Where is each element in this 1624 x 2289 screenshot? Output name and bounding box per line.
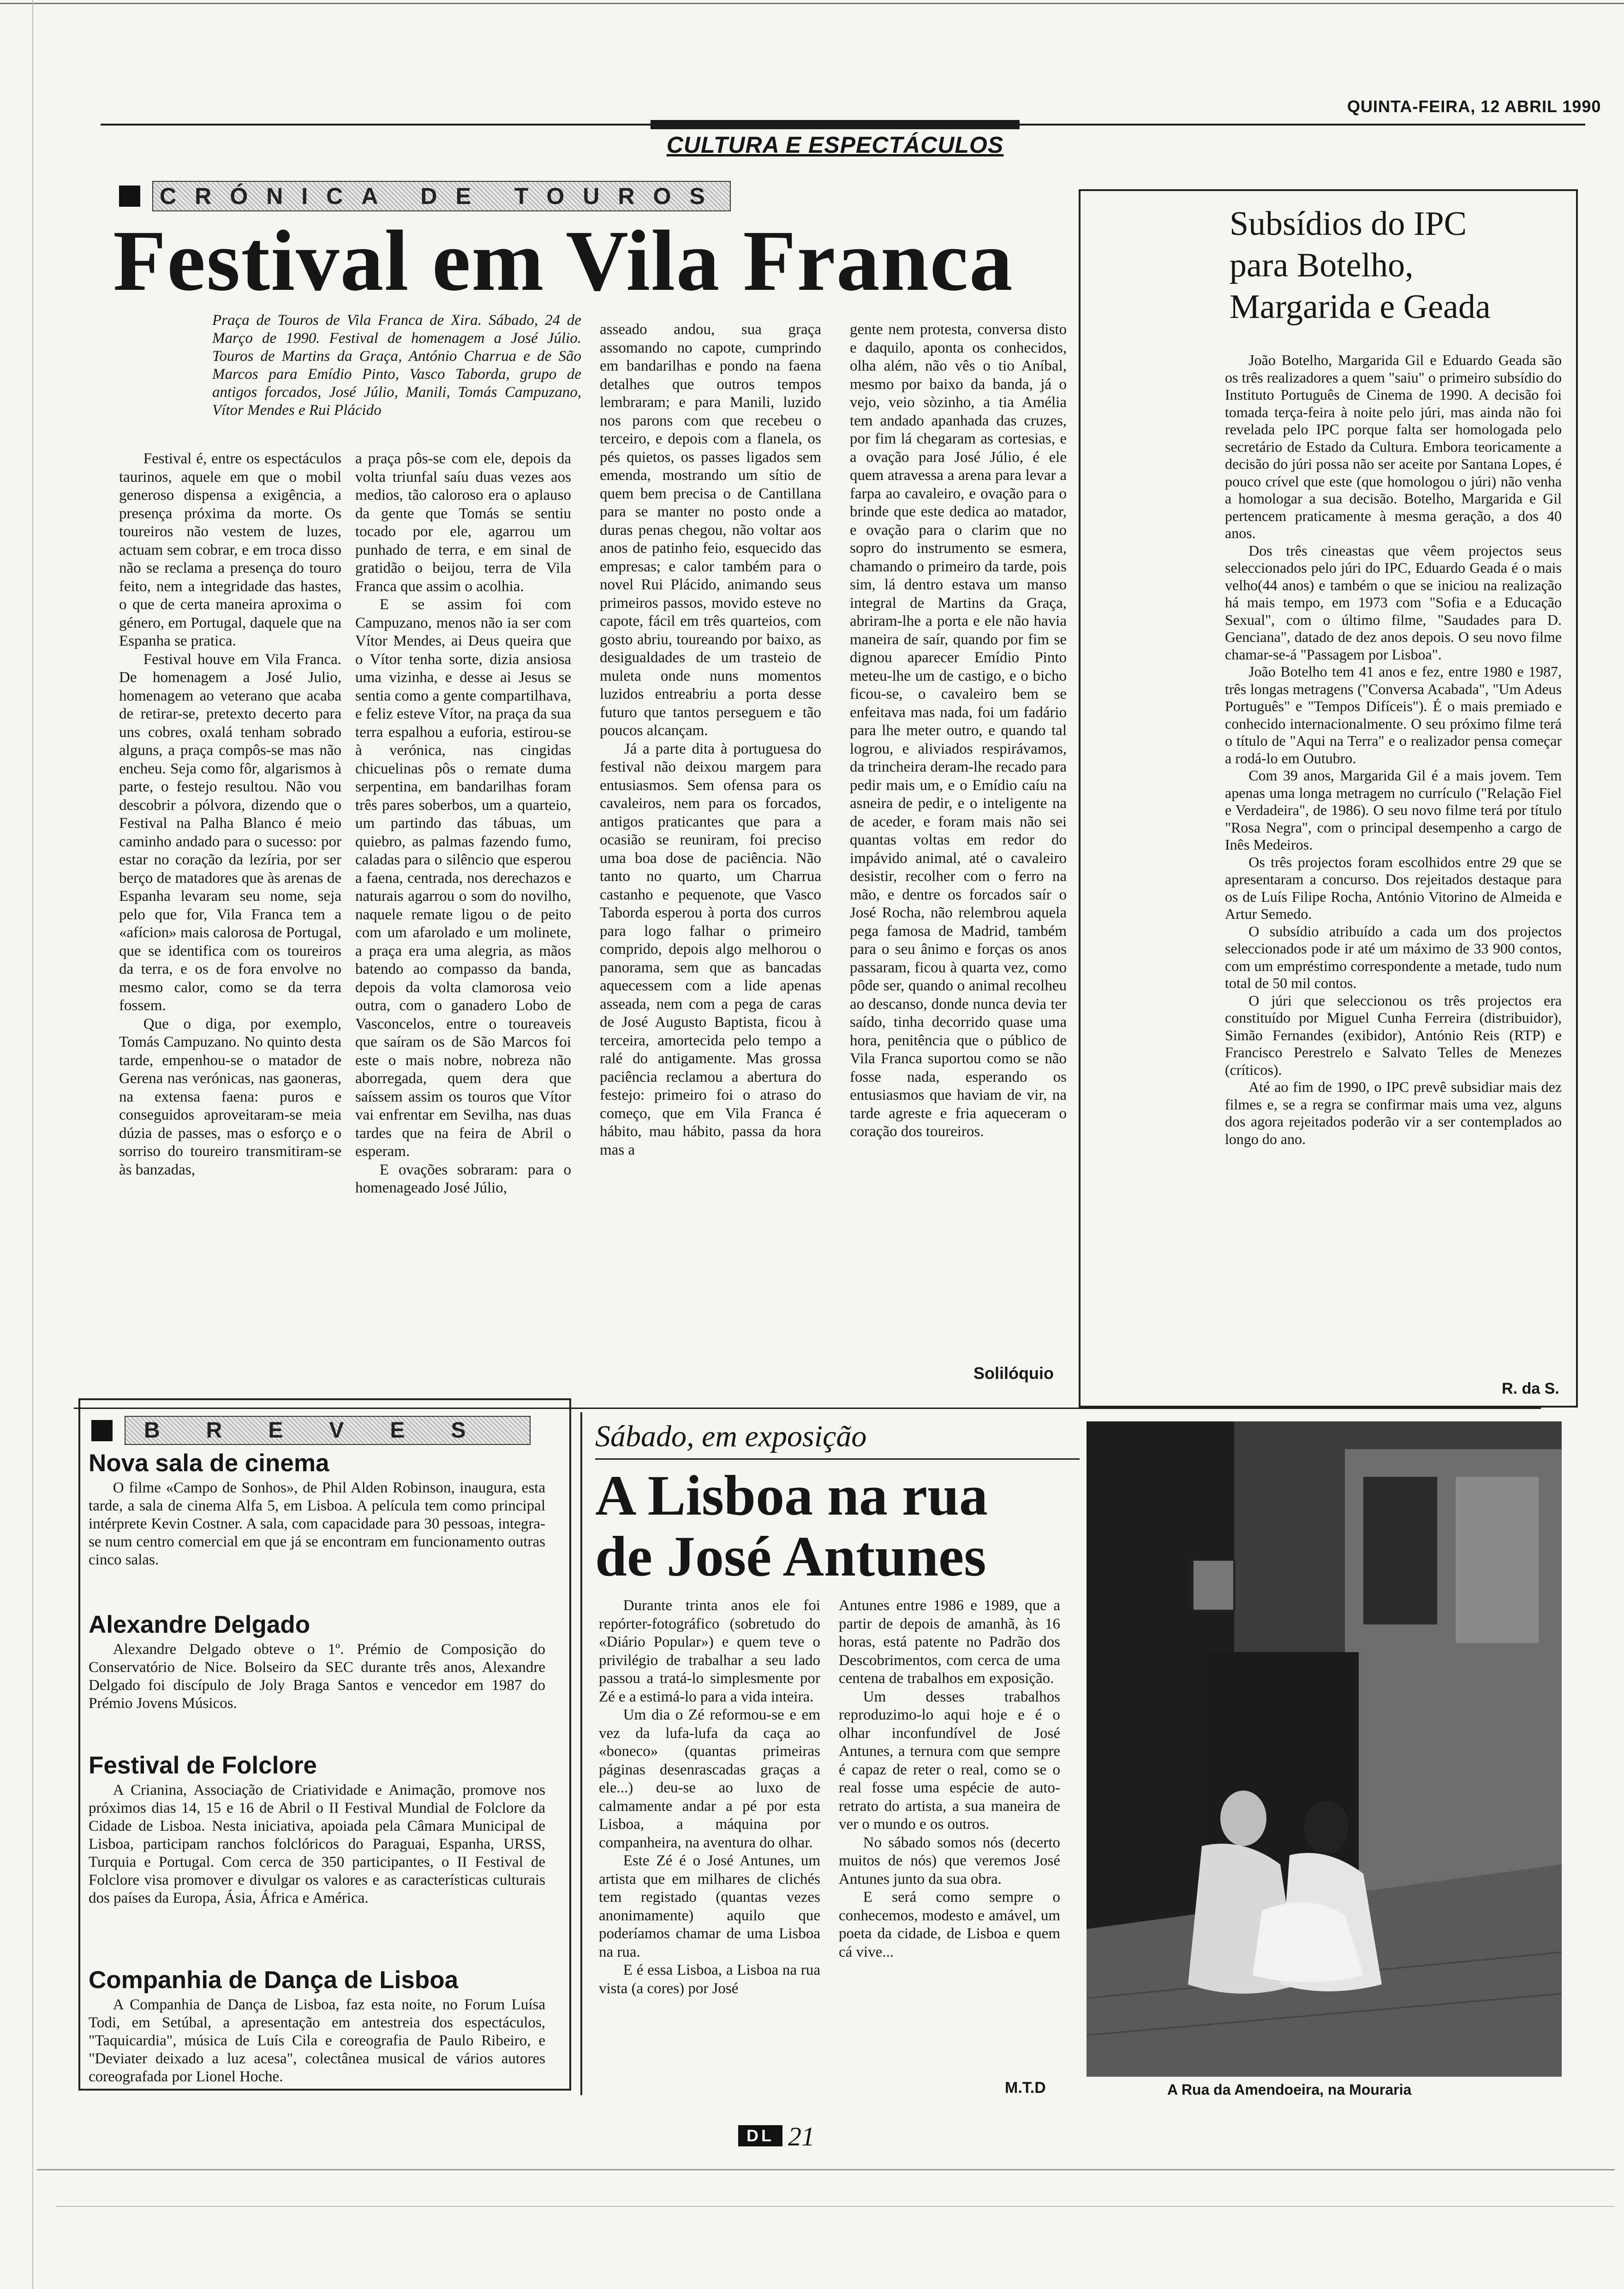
lisboa-title-line: de José Antunes bbox=[595, 1525, 986, 1588]
paragraph: Com 39 anos, Margarida Gil é a mais jovem. Tem apenas uma longa metragem no currículo ("Relação Fiel e Verdadeira", de 1986). O seu novo filme terá por título "Rosa Negra", com o principal desempenho a cargo de Inês Medeiros. bbox=[1225, 767, 1562, 853]
lisboa-column-2 bbox=[839, 1597, 1060, 2067]
footer-rule bbox=[37, 2169, 1615, 2170]
kicker-square bbox=[119, 186, 140, 207]
subsidios-title bbox=[1230, 203, 1491, 328]
paragraph: O júri que seleccionou os três projectos era constituído por Miguel Cunha Ferreira (distribuidor), Simão Fernandes (exibidor), António Reis (RTP) e Francisco Perestrelo e Salvato Telles de Menezes (críticos). bbox=[1225, 992, 1562, 1078]
issue-date: QUINTA-FEIRA, 12 ABRIL 1990 bbox=[1347, 97, 1601, 116]
paragraph: Durante trinta anos ele foi repórter-fotográfico (sobretudo do «Diário Popular») e quem teve o privilégio de trabalhar a seu lado passou a tratá-lo simplesmente por Zé e a estimá-lo para a vida inteira. bbox=[599, 1597, 820, 1705]
footer-logo-text: DL bbox=[746, 2126, 774, 2145]
paragraph: Festival houve em Vila Franca. De homenagem a José Julio, homenagem ao veterano que acaba de retirar-se, pretexto decerto para uns cobres, oxalá tenham sobrado alguns, a praça compôs-se mas não encheu. Seja como fôr, algarismos à parte, o festejo resultou. Não vou descobrir a pólvora, dizendo que o Festival na Palha Blanco é meio caminho andado para o sucesso: por estar no coração da lezíria, por ser berço de matadores que às arenas de Espanha levaram seu nome, seja pelo que for, Vila Franca tem a «afícion» mais calorosa de Portugal, que se identifica com os toureiros da terra, e os de fora envolve no mesmo calor, como se da terra fossem. bbox=[119, 651, 341, 1014]
main-signature: Solilóquio bbox=[973, 1364, 1054, 1383]
paragraph: E será como sempre o conhecemos, modesto e amável, um poeta da cidade, de Lisboa e quem cá vive... bbox=[839, 1889, 1060, 1960]
footer-logo bbox=[738, 2125, 782, 2146]
main-column-3 bbox=[600, 321, 821, 1382]
paragraph: Este Zé é o José Antunes, um artista que em milhares de clichés tem registado (quantas vezes anonimamente) aquilo que poderíamos chamar de uma Lisboa na rua. bbox=[599, 1852, 820, 1960]
main-column-2 bbox=[355, 450, 571, 1378]
photo-illustration bbox=[1087, 1421, 1562, 2077]
paragraph: João Botelho, Margarida Gil e Eduardo Geada são os três realizadores a quem "saiu" o primeiro subsídio do Instituto Português de Cinema de 1990. A decisão foi tomada terça-feira à noite pelo júri, mas ainda não foi revelada pelo IPC porque falta ser homologada pelo secretário de Estado da Cultura. Embora teoricamente a decisão do júri possa não ser aceite por Santana Lopes, é pouco crível que este (que homologou o júri) não venha a homologar a sua decisão. Botelho, Margarida e Gil pertencem praticamente à mesma geração, a dos 40 anos. bbox=[1225, 352, 1562, 541]
lisboa-kicker: Sábado, em exposição bbox=[595, 1420, 867, 1453]
breve-text: A Companhia de Dança de Lisboa, faz esta noite, no Forum Luísa Todi, em Setúbal, a apresentação em antestreia dos espectáculos, "Taquicardia", música de Luís Cila e coreografia de Paulo Ribeiro, e "Deviater deixado a luz acesa", colectânea musical de vários autores coreografada por Lionel Hoche. bbox=[89, 1996, 545, 2085]
photo-caption: A Rua da Amendoeira, na Mouraria bbox=[1167, 2081, 1412, 2098]
lisboa-kicker-rule bbox=[595, 1458, 1080, 1460]
page-number: 21 bbox=[788, 2121, 815, 2151]
main-title: Festival em Vila Franca bbox=[113, 212, 1014, 309]
left-margin-line bbox=[32, 0, 33, 2289]
section-title: CULTURA E ESPECTÁCULOS bbox=[666, 132, 1004, 158]
paragraph: Até ao fim de 1990, o IPC prevê subsidiar mais dez filmes e, se a regra se confirmar mais uma vez, alguns dos agora rejeitados poderão vir a ser contemplados ao longo do ano. bbox=[1225, 1079, 1562, 1147]
breve-text: Alexandre Delgado obteve o 1º. Prémio de Composição do Conservatório de Nice. Bolseiro da SEC durante três anos, Alexandre Delgado foi discípulo de Joly Braga Santos e vencedor em 1987 do Prémio Jovens Músicos. bbox=[89, 1641, 545, 1712]
section-bar bbox=[651, 120, 1020, 129]
subsidios-title-line: Subsídios do IPC bbox=[1230, 205, 1467, 243]
subsidios-signature: R. da S. bbox=[1502, 1380, 1559, 1397]
subsidios-body bbox=[1225, 352, 1562, 1360]
main-column-4 bbox=[850, 321, 1067, 1361]
paragraph: Os três projectos foram escolhidos entre 29 que se apresentaram a concurso. Dos rejeitados destaque para os de Luís Filipe Rocha, António Vitorino de Almeida e Artur Semedo. bbox=[1225, 853, 1562, 922]
lisboa-signature: M.T.D bbox=[1005, 2079, 1046, 2097]
paragraph: a praça pôs-se com ele, depois da volta triunfal saíu duas vezes aos medios, tão caloroso era o aplauso da gente que Tomás se sentiu tocado por ele, agarrou um punhado de terra, e em sinal de gratidão o beijou, terra de Vila Franca que assim o acolhia. bbox=[355, 450, 571, 595]
paragraph: Um desses trabalhos reproduzimo-lo aqui hoje e é o olhar inconfundível de José Antunes, a ternura com que sempre é capaz de reter o real, como se o real fosse uma espécie de auto-retrato do artista, a sua maneira de ver o mundo e os outros. bbox=[839, 1688, 1060, 1833]
paragraph: Antunes entre 1986 e 1989, que a partir de depois de amanhã, às 16 horas, está patente no Padrão dos Descobrimentos, com cerca de uma centena de trabalhos em exposição. bbox=[839, 1597, 1060, 1687]
lisboa-frame bbox=[580, 1412, 582, 2095]
lisboa-title-line: A Lisboa na rua bbox=[595, 1464, 988, 1527]
subsidios-title-line: Margarida e Geada bbox=[1230, 288, 1491, 326]
paragraph: Um dia o Zé reformou-se e em vez da lufa-lufa da caça ao «boneco» (quantas primeiras páginas desenrascadas graças a ele...) deu-se ao luxo de calmamente andar a pé por esta Lisboa, a máquina por companheira, na aventura do olhar. bbox=[599, 1707, 820, 1851]
subsidios-title-line: para Botelho, bbox=[1230, 246, 1414, 284]
paragraph: João Botelho tem 41 anos e fez, entre 1980 e 1987, três longas metragens ("Conversa Acabada", "Um Adeus Português" e "Tempos Difíceis"). É o mais premiado e conhecido internacionalmente. O seu próximo filme terá o título de "Aqui na Terra" e o realizador pensa começar a rodá-lo em Outubro. bbox=[1225, 663, 1562, 767]
breve-title: Festival de Folclore bbox=[89, 1752, 317, 1779]
paragraph: Já a parte dita à portuguesa do festival não deixou margem para entusiasmos. Sem ofensa para os cavaleiros, nem para os forcados, antigos praticantes que para a ocasião se reuniram, foi preciso uma boa dose de paciência. Não tanto no quarto, um Charrua castanho e pequenote, que Vasco Taborda esperou à porta dos curros para logo falhar o primeiro comprido, depois algo melhorou o panorama, sem que as bancadas aquecessem com a lide apenas asseada, nem com a pega de caras de José Augusto Baptista, ficou à terceira, amortecida pelo tempo a ralé do antigamente. Mas grossa paciência reclamou a abertura do festejo: primeiro foi o atraso do começo, que em Vila Franca é hábito, mau hábito, passa da hora mas a bbox=[600, 740, 821, 1158]
paragraph: E se assim foi com Campuzano, menos não ia ser com Vítor Mendes, ai Deus queira que o Vítor tenha sorte, dizia ansiosa uma vizinha, e desse ai Jesus se sentia como a gente compartilhava, e feliz esteve Vítor, na praça da sua terra espalhou a euforia, estirou-se à verónica, nas cingidas chicuelinas pôs o remate duma serpentina, em bandarilhas foram três pares soberbos, um a quarteio, um partindo das tábuas, um quiebro, as palmas fazendo fumo, caladas para o silêncio que esperou a faena, centrada, nos derechazos e naturais agarrou o som do novilho, naquele remate ligou o de peito com um afarolado e um molinete, a praça era uma alegria, as mãos batendo ao compasso da banda, depois da volta clamorosa veio outra, com o ganadero Lobo de Vasconcelos, entre o toureaveis que saíram os de São Marcos foi este o mais nobre, nobreza não aborregada, quem dera que saíssem assim os touros que Vítor vai enfrentar em Sevilha, nas duas tardes que na feira de Abril o esperam. bbox=[355, 596, 571, 1160]
breve-title: Alexandre Delgado bbox=[89, 1611, 310, 1638]
breves-kicker bbox=[91, 1416, 531, 1445]
paragraph: E é essa Lisboa, a Lisboa na rua vista (a cores) por José bbox=[599, 1962, 820, 1997]
paragraph: No sábado somos nós (decerto muitos de nós) que veremos José Antunes junto da sua obra. bbox=[839, 1834, 1060, 1888]
main-column-1 bbox=[119, 450, 341, 1378]
paragraph: asseado andou, sua graça assomando no capote, cumprindo em bandarilhas e pondo na faena detalhes que outros tempos lembraram; e para Manili, luzido nos parons com que recebeu o terceiro, e depois com a flanela, os pés quietos, os passes ligados sem emenda, mostrando um sítio de quem bem precisa o de Cantillana para se manter no posto onde a duras penas chegou, não voltar aos anos de patinho feio, esquecido das empresas; e calor também para o novel Rui Plácido, animando seus primeiros passos, movido esteve no capote, fácil em três quarteios, com gosto abriu, toureando por baixo, as desigualdades de um trasteio de muleta onde nuns momentos luzidos entreabriu a porta desse futuro que tantos perseguem e tão poucos alcançam. bbox=[600, 321, 821, 739]
main-kicker-text: CRÓNICA DE TOUROS bbox=[152, 181, 731, 211]
footer-rule-2 bbox=[55, 2206, 1615, 2207]
breves-kicker-text: BREVES bbox=[125, 1416, 531, 1445]
breve-title: Companhia de Dança de Lisboa bbox=[89, 1966, 459, 1994]
lisboa-column-1 bbox=[599, 1597, 820, 2095]
paragraph: gente nem protesta, conversa disto e daquilo, aponta os conhecidos, olha além, não vês o tio Aníbal, mesmo por baixo da banda, já o vejo, veio sòzinho, a tia Amélia tem andado apanhada das cruzes, por fim lá chegaram as cortesias, e a ovação para José Júlio, é ele quem atravessa a arena para levar a farpa ao cavaleiro, e ovação para o brinde que este dedica ao matador, e ovação para o clarim que no sopro do instrumento se esmera, chamando o primeiro da tarde, pois sim, lá dentro estava um manso integral de Martins da Graça, abriram-lhe a porta e ele não havia maneira de saír, quando por fim se dignou aparecer Emídio Pinto meteu-lhe um de castigo, e o bicho ficou-se, o cavaleiro bem se enfeitava mas nada, foi um fadário para lhe meter outro, e quando tal logrou, e aliviados respirávamos, da trincheira deram-lhe recado para pedir mais um, e o Emídio caíu na asneira de pedir, e o inteligente na de aceder, e foram mais não sei quantas voltas em redor do impávido animal, até o cavaleiro desistir, recolher com o ferro na mão, e dentre os forcados saír o José Rocha, não relembrou aquela pega famosa de Madrid, também para o seu ânimo e forças os anos passaram, ficou à quarta vez, como pôde ser, quando o animal recolheu ao descanso, donde nunca devia ter saído, tinha decorrido quase uma hora, penitência que o público de Vila Franca suportou como se não fosse nada, esperando os entusiasmos que haviam de vir, na tarde agreste e fria aqueceram o coração dos toureiros. bbox=[850, 321, 1067, 1140]
paragraph: E ovações sobraram: para o homenageado José Júlio, bbox=[355, 1161, 571, 1196]
lisboa-title bbox=[595, 1465, 988, 1587]
paragraph: Que o diga, por exemplo, Tomás Campuzano. No quinto desta tarde, empenhou-se o matador de Gerena nas verónicas, nas gaoneras, na extensa faena: puros e conseguidos aproveitaram-se meia dúzia de passes, mas o esforço e o sorriso do toureiro transmitiram-se às banzadas, bbox=[119, 1015, 341, 1178]
breve-text: A Crianina, Associação de Criatividade e Animação, promove nos próximos dias 14, 15 e 16 de Abril o II Festival Mundial de Folclore da Cidade de Lisboa. Nesta iniciativa, apoiada pela Câmara Municipal de Lisboa, participam ranchos folclóricos do Paraguai, Espanha, URSS, Turquia e Portugal. Com cerca de 350 participantes, o II Festival de Folclore visa promover e divulgar os valores e as características culturais dos países da Europa, Ásia, África e América. bbox=[89, 1782, 545, 1906]
paragraph: Festival é, entre os espectáculos taurinos, aquele em que o mobil generoso dispensa a exigência, a presença próxima da morte. Os toureiros não vestem de luzes, actuam sem cobrar, e em troca disso não se reclama a presença do touro feito, nem a integridade das hastes, o que de certa maneira aproxima o género, em Portugal, daquele que na Espanha se pratica. bbox=[119, 450, 341, 649]
top-border-rule bbox=[0, 3, 1624, 4]
main-kicker bbox=[119, 181, 731, 211]
breve-text: O filme «Campo de Sonhos», de Phil Alden Robinson, inaugura, esta tarde, a sala de cinema Alfa 5, em Lisboa. A película tem como principal intérprete Kevin Costner. A sala, com capacidade para 30 pessoas, integra-se num centro comercial em que já se encontram em funcionamento outras cinco salas. bbox=[89, 1480, 545, 1568]
kicker-square bbox=[91, 1420, 113, 1441]
paragraph: Dos três cineastas que vêem projectos seus seleccionados pelo júri do IPC, Eduardo Geada é o mais velho(44 anos) e também o que se iniciou na realização há mais tempo, em 1973 com "Sofia e a Educação Sexual", com o último filme, "Saudades para D. Genciana", datado de dez anos depois. O seu novo filme chamar-se-á "Passagem por Lisboa". bbox=[1225, 542, 1562, 663]
paragraph: O subsídio atribuído a cada um dos projectos seleccionados pode ir até um máximo de 33 900 contos, com um empréstimo correspondente a metade, tudo num total de 50 mil contos. bbox=[1225, 923, 1562, 991]
street-photo bbox=[1087, 1421, 1562, 2077]
breve-title: Nova sala de cinema bbox=[89, 1450, 329, 1477]
main-intro: Praça de Touros de Vila Franca de Xira. Sábado, 24 de Março de 1990. Festival de homenagem a José Júlio. Touros de Martins da Graça, António Charrua e de São Marcos para Emídio Pinto, Vasco Taborda, grupo de antigos forcados, José Júlio, Manili, Tomás Campuzano, Vítor Mendes e Rui Plácido bbox=[212, 312, 581, 419]
